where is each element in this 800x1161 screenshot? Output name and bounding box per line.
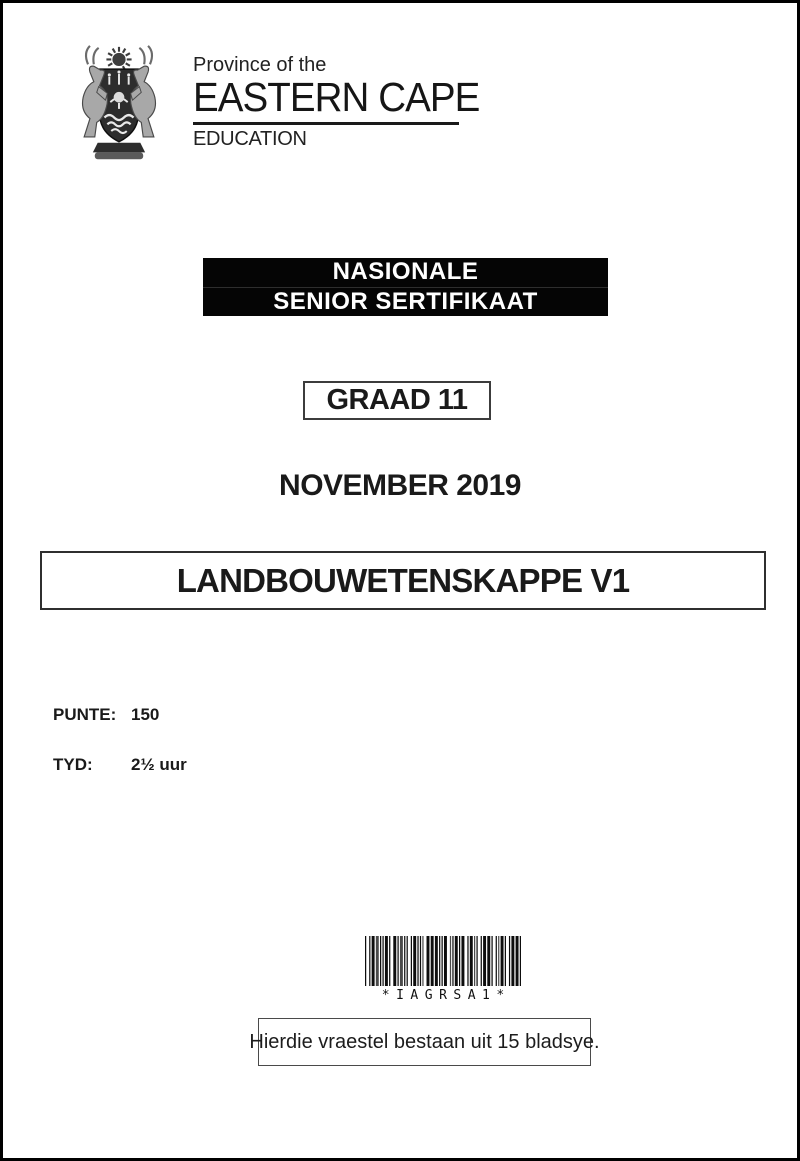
provincial-logo (55, 43, 498, 165)
subject-title: LANDBOUWETENSKAPPE V1 (176, 561, 630, 599)
certificate-banner (203, 258, 608, 316)
marks-row (53, 705, 187, 725)
time-row (53, 755, 187, 775)
banner-line1: NASIONALE (332, 258, 479, 286)
time-label: TYD: (53, 755, 93, 774)
grade-box (303, 381, 491, 420)
exam-details (53, 705, 187, 805)
logo-text-block (193, 43, 498, 151)
logo-province-name: EASTERN CAPE (193, 74, 480, 120)
eastern-cape-coat-of-arms-icon (55, 43, 183, 165)
logo-divider (193, 122, 459, 125)
marks-label: PUNTE: (53, 705, 117, 724)
time-value: 2½ uur (131, 755, 187, 774)
barcode-bars (365, 936, 521, 986)
subject-box (40, 551, 766, 610)
grade-label: GRAAD 11 (326, 384, 468, 416)
logo-province-line: Province of the (193, 54, 327, 76)
barcode (365, 936, 521, 1003)
marks-value: 150 (131, 705, 160, 724)
page-count-note: Hierdie vraestel bestaan uit 15 bladsye. (249, 1030, 600, 1053)
page-count-box (249, 1018, 600, 1066)
exam-session: NOVEMBER 2019 (279, 469, 521, 502)
barcode-text: *IAGRSA1* (381, 988, 511, 1003)
banner-line2: SENIOR SERTIFIKAAT (203, 287, 608, 317)
logo-department: EDUCATION (193, 127, 307, 150)
